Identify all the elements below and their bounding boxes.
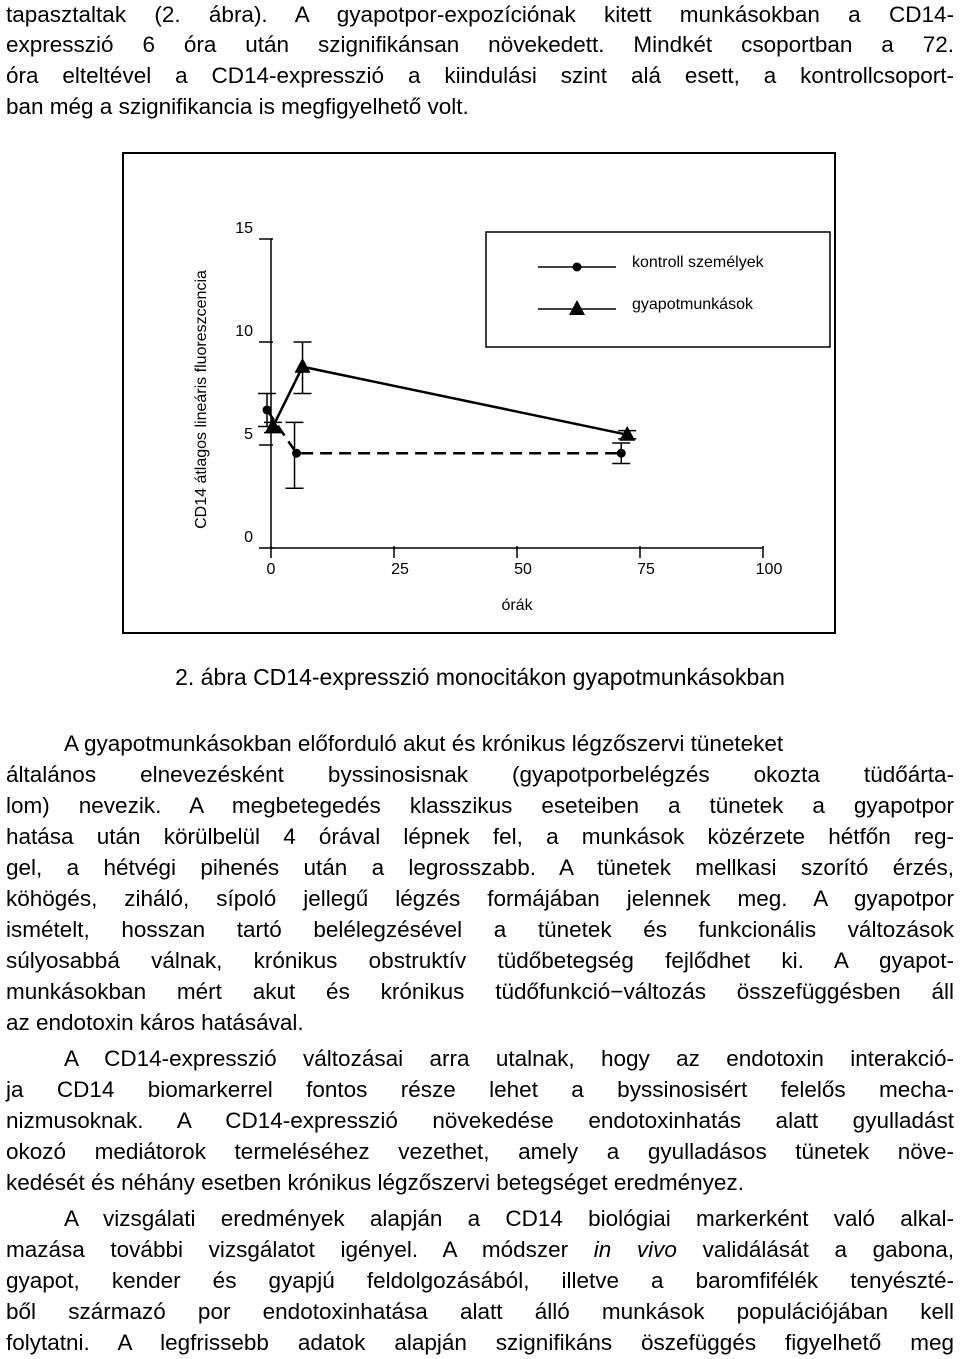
legend-marker-triangle — [569, 300, 585, 315]
text-span: ből származó por endotoxinhatása alatt álló munkások populációjában kell — [6, 1299, 954, 1324]
text-line — [6, 1266, 954, 1296]
text-span: okozó mediátorok termeléséhez vezethet, amely a gyulladásos tünetek növe- — [6, 1139, 954, 1164]
text-span: súlyosabbá válnak, krónikus obstruktív tüdőbetegség fejlődhet ki. A gyapot- — [6, 948, 954, 973]
text-span: folytatni. A legfrissebb adatok alapján szignifikáns öszefüggés figyelhető meg — [6, 1330, 954, 1355]
text-span: köhögés, ziháló, sípoló jellegű légzés formájában jelennek meg. A gyapotpor — [6, 886, 954, 911]
text-span: lom) nevezik. A megbetegedés klasszikus eseteiben a tünetek a gyapotpor — [6, 793, 954, 818]
text-line — [6, 977, 954, 1007]
text-span: ismételt, hosszan tartó belélegzésével a tünetek és funkcionális változások — [6, 917, 954, 942]
text-line — [6, 1106, 954, 1136]
data-point-triangle — [295, 358, 311, 373]
series-line — [267, 410, 621, 453]
text-span: kedését és néhány esetben krónikus légzőszervi betegséget eredményez. — [6, 1170, 744, 1195]
y-axis-title: CD14 átlagos lineáris fluoreszcencia — [193, 270, 210, 529]
text-line — [64, 729, 954, 759]
text-line — [6, 760, 954, 790]
text-span: ban még a szignifikancia is megfigyelhető volt. — [6, 94, 469, 119]
x-tick-label: 0 — [266, 561, 276, 578]
y-tick-label: 0 — [244, 529, 253, 546]
text-span: általános elnevezésként byssinosisnak (gyapotporbelégzés okozta tüdőárta- — [6, 762, 954, 787]
text-line — [6, 0, 954, 30]
x-tick-label: 50 — [514, 561, 532, 578]
legend-label: kontroll személyek — [632, 254, 764, 271]
text-span: hatása után körülbelül 4 órával lépnek fel, a munkások közérzete hétfőn reg- — [6, 824, 954, 849]
text-span: gel, a hétvégi pihenés után a legrosszabb. A tünetek mellkasi szorító érzés, — [6, 855, 954, 880]
text-span: tapasztaltak (2. ábra). A gyapotpor-expozíciónak kitett munkásokban a CD14- — [6, 2, 954, 27]
text-line — [6, 1328, 954, 1358]
text-line — [6, 1168, 954, 1198]
text-line — [64, 1204, 954, 1234]
text-span: nizmusoknak. A CD14-expresszió növekedése endotoxinhatás alatt gyulladást — [6, 1108, 954, 1133]
text-line — [6, 1008, 954, 1038]
data-point-circle — [617, 449, 626, 458]
text-line — [6, 1075, 954, 1105]
text-span: mazása további vizsgálatot igényel. A módszer — [6, 1237, 569, 1262]
legend-label: gyapotmunkások — [632, 296, 753, 313]
legend-marker-circle — [573, 263, 582, 272]
chart-legend — [486, 232, 830, 347]
chart-series — [258, 342, 636, 488]
x-tick-label: 100 — [755, 561, 783, 578]
text-line — [6, 1137, 954, 1167]
line-chart — [124, 154, 834, 632]
x-tick-label: 25 — [391, 561, 409, 578]
text-line — [64, 1044, 954, 1074]
text-line — [6, 822, 954, 852]
text-line — [6, 30, 954, 60]
text-line — [6, 915, 954, 945]
text-span: gyapot, kender és gyapjú feldolgozásából, illetve a baromfifélék tenyészté- — [6, 1268, 954, 1293]
italic-text: in vivo — [593, 1237, 677, 1262]
text-span: expresszió 6 óra után szignifikánsan növekedett. Mindkét csoportban a 72. — [6, 32, 954, 57]
y-tick-label: 15 — [235, 220, 253, 237]
text-span: ja CD14 biomarkerrel fontos része lehet a byssinosisért felelős mecha- — [6, 1077, 954, 1102]
text-line — [6, 946, 954, 976]
y-tick-label: 10 — [235, 323, 253, 340]
text-span: A CD14-expresszió változásai arra utalnak, hogy az endotoxin interakció- — [64, 1046, 954, 1071]
x-axis-title: órák — [501, 597, 533, 614]
legend-box — [486, 232, 830, 347]
text-span: munkásokban mért akut és krónikus tüdőfunkció−változás összefüggésben áll — [6, 979, 954, 1004]
x-tick-label: 75 — [637, 561, 655, 578]
data-point-circle — [292, 449, 301, 458]
text-line — [6, 1235, 954, 1265]
text-span: validálását a gabona, — [702, 1237, 954, 1262]
figure-caption: 2. ábra CD14-expresszió monocitákon gyapotmunkásokban — [175, 664, 785, 690]
y-tick-label: 5 — [244, 426, 253, 443]
text-line — [6, 1297, 954, 1327]
text-span: A gyapotmunkásokban előforduló akut és krónikus légzőszervi tüneteket — [64, 731, 784, 756]
figure-frame — [122, 152, 836, 634]
text-span: A vizsgálati eredmények alapján a CD14 biológiai markerként való alkal- — [64, 1206, 954, 1231]
text-line — [6, 92, 954, 122]
chart-axes — [193, 220, 782, 614]
text-span: az endotoxin káros hatásával. — [6, 1010, 304, 1035]
text-line — [6, 61, 954, 91]
text-line — [6, 853, 954, 883]
series-line — [273, 367, 627, 435]
text-span: óra elteltével a CD14-expresszió a kiindulási szint alá esett, a kontrollcsoport- — [6, 63, 954, 88]
text-line — [6, 791, 954, 821]
text-line — [6, 884, 954, 914]
data-point-circle — [263, 405, 272, 414]
